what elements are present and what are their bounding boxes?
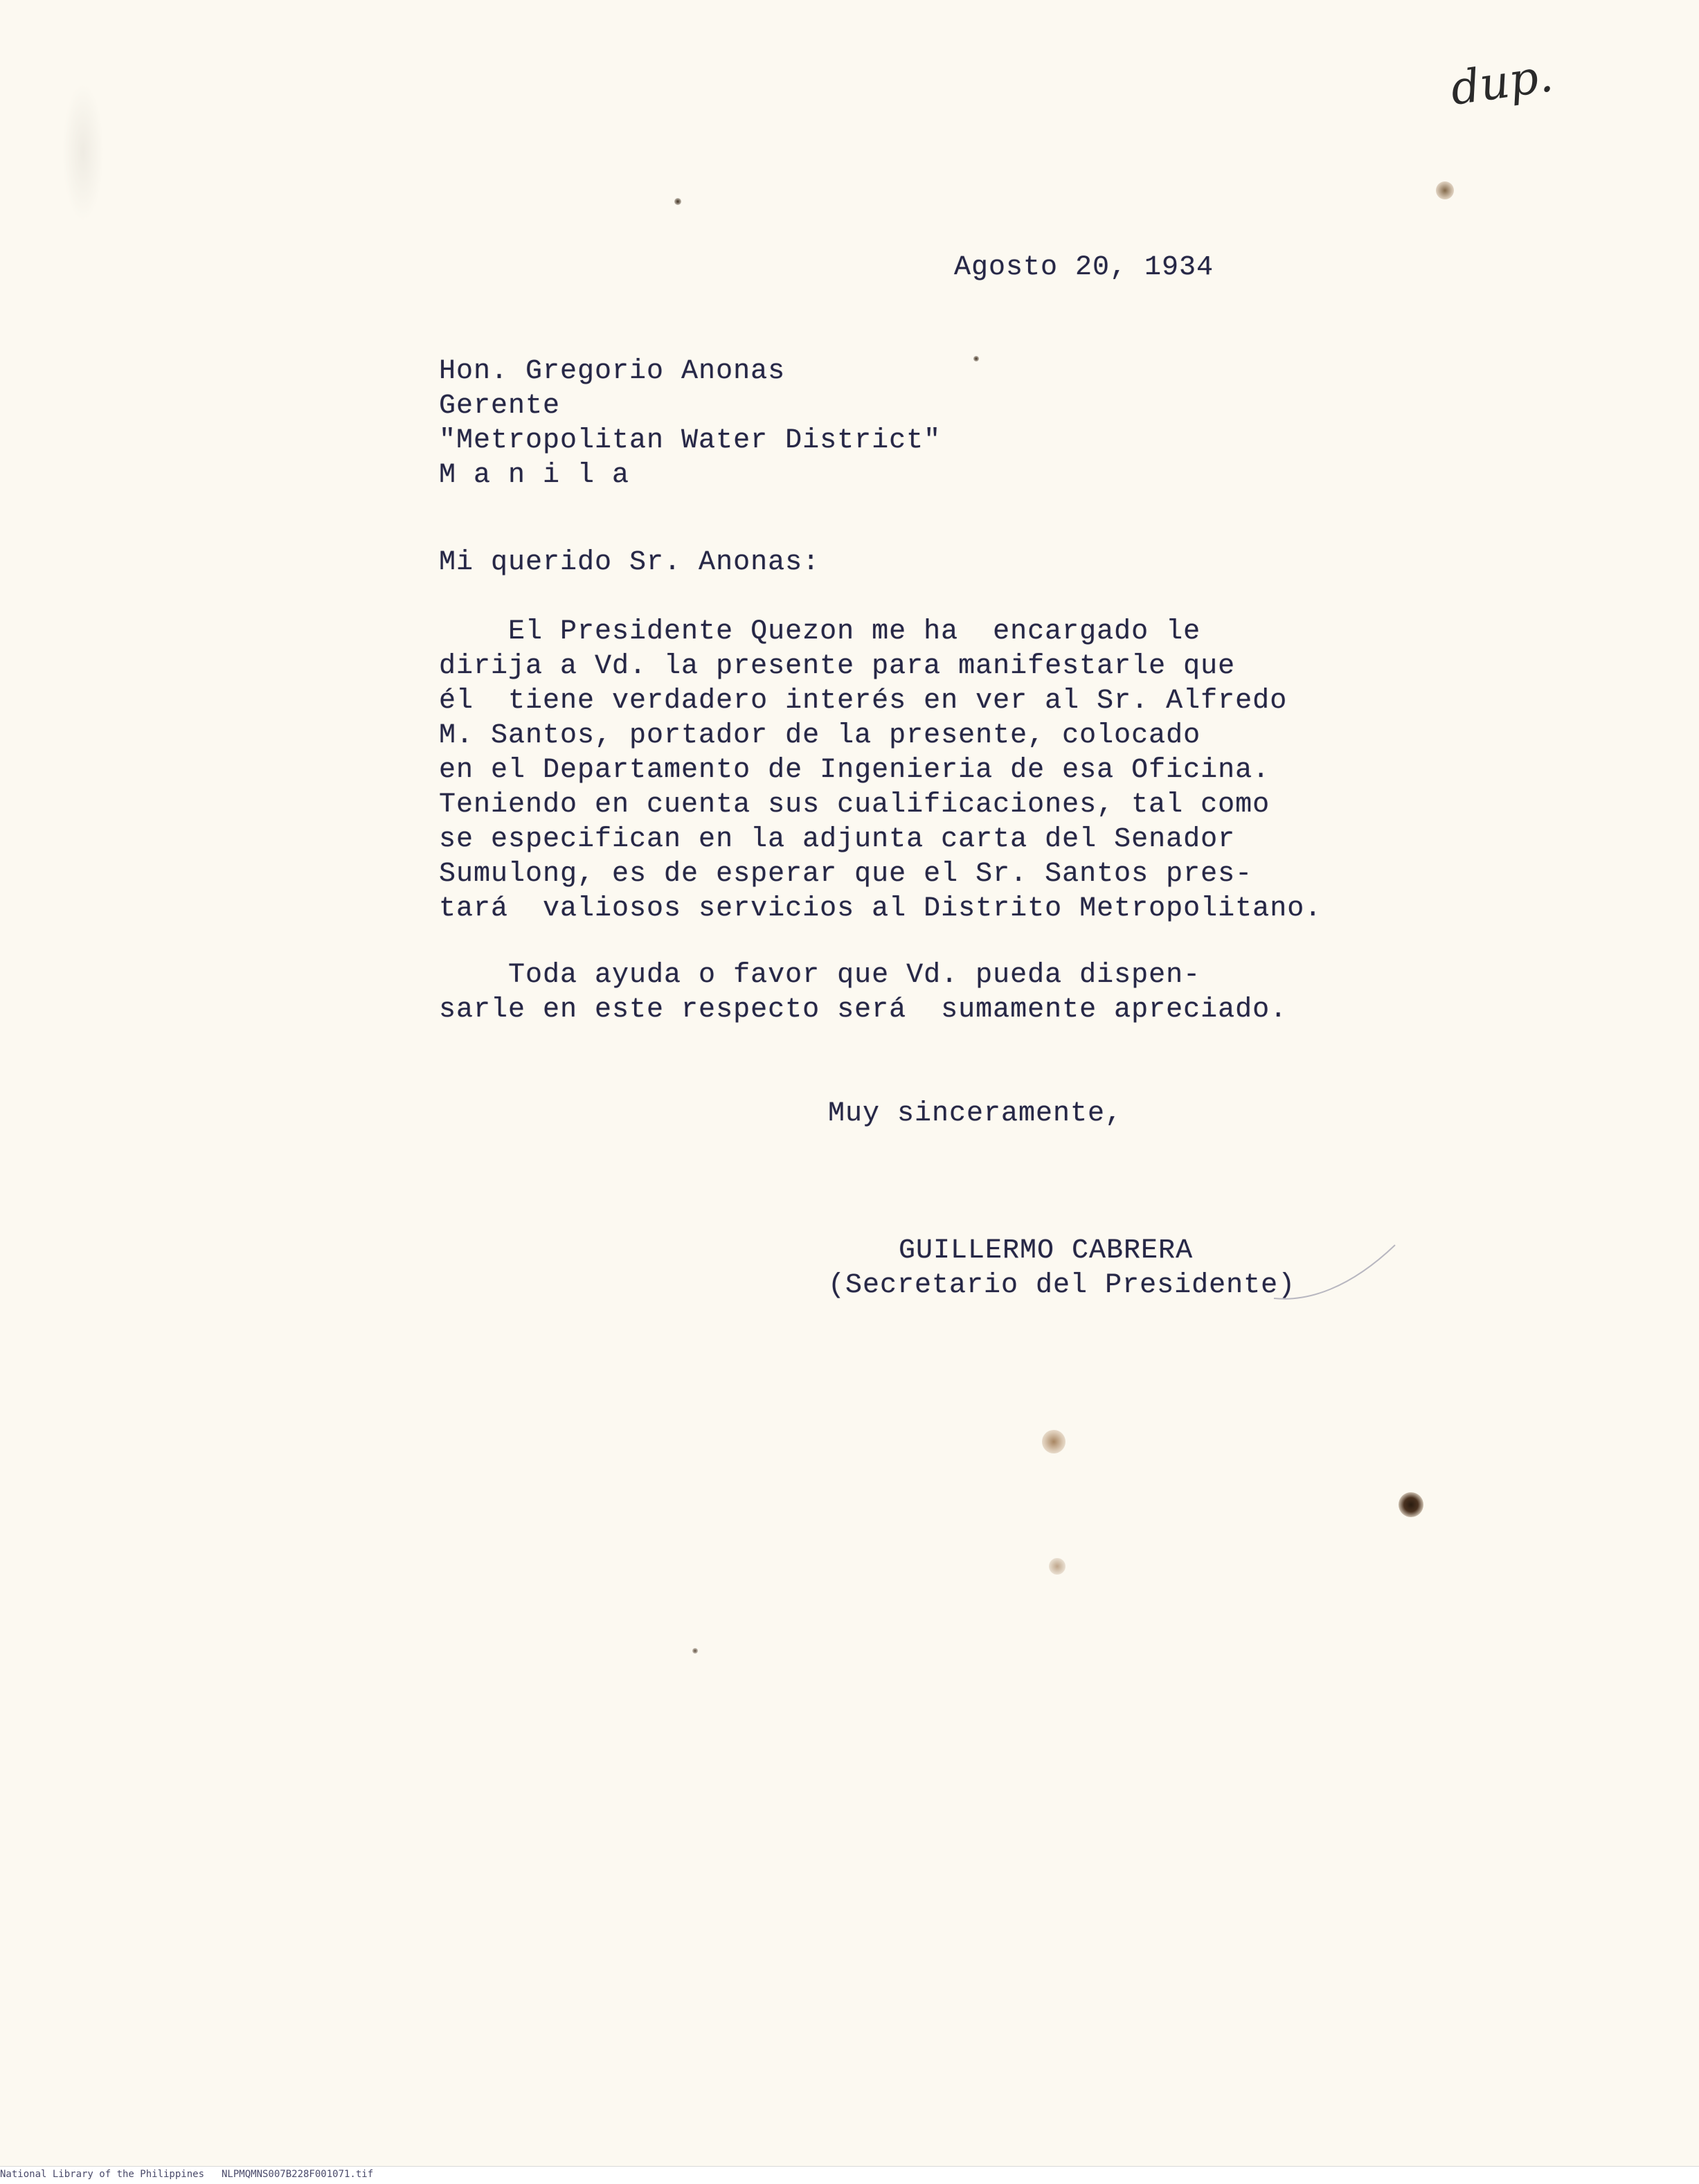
recipient-organization: "Metropolitan Water District": [439, 425, 942, 456]
stain-mark: [973, 356, 979, 361]
body-line: Toda ayuda o favor que Vd. pueda dispen-: [439, 960, 1201, 991]
signatory-title: (Secretario del Presidente): [828, 1270, 1296, 1301]
stain-mark: [692, 1648, 698, 1654]
stain-mark: [1042, 1430, 1066, 1453]
recipient-city: M a n i l a: [439, 460, 630, 491]
stain-mark: [674, 198, 681, 205]
signatory-name: GUILLERMO CABRERA: [899, 1235, 1194, 1266]
body-line: él tiene verdadero interés en ver al Sr. Alfredo: [439, 686, 1288, 717]
recipient-name: Hon. Gregorio Anonas: [439, 356, 786, 387]
scan-institution: National Library of the Philippines: [0, 2169, 205, 2180]
body-line: sarle en este respecto será sumamente apreciado.: [439, 994, 1288, 1026]
body-line: El Presidente Quezon me ha encargado le: [439, 616, 1201, 647]
stain-mark: [1436, 181, 1454, 199]
body-line: dirija a Vd. la presente para manifestarle que: [439, 651, 1236, 682]
pen-flourish: [1267, 1239, 1405, 1309]
stain-mark: [1399, 1492, 1423, 1517]
handwritten-note: dup.: [1447, 48, 1556, 116]
recipient-title: Gerente: [439, 391, 561, 422]
body-line: tará valiosos servicios al Distrito Metropolitano.: [439, 893, 1322, 924]
body-line: Teniendo en cuenta sus cualificaciones, tal como: [439, 789, 1270, 821]
scan-filename: NLPMQMNS007B228F001071.tif: [222, 2169, 374, 2180]
stain-mark: [1049, 1558, 1066, 1575]
letter-date: Agosto 20, 1934: [954, 252, 1214, 283]
stain-mark: [62, 83, 104, 222]
body-line: se especifican en la adjunta carta del Senador: [439, 824, 1236, 855]
body-line: M. Santos, portador de la presente, colocado: [439, 720, 1201, 751]
salutation: Mi querido Sr. Anonas:: [439, 547, 820, 578]
body-line: en el Departamento de Ingenieria de esa Oficina.: [439, 755, 1270, 786]
closing: Muy sinceramente,: [828, 1098, 1123, 1129]
body-line: Sumulong, es de esperar que el Sr. Santos pres-: [439, 859, 1253, 890]
